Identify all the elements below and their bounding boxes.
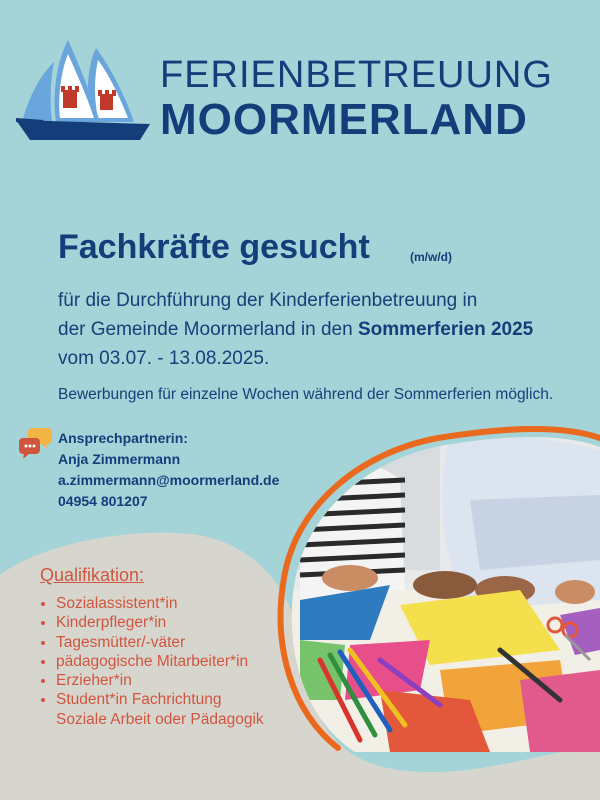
chat-bubbles-icon [18, 426, 52, 460]
qualification-list [22, 594, 356, 729]
logo-text-line2: MOORMERLAND [160, 95, 528, 144]
intro-line2 [58, 315, 588, 344]
intro-text [58, 286, 588, 373]
intro-line2-text: der Gemeinde Moormerland in den [58, 319, 358, 340]
summer-holidays-highlight: Sommerferien 2025 [357, 319, 534, 340]
intro-line1: für die Durchführung der Kinderferienbetreuung in [58, 290, 478, 311]
ship-logo-icon [16, 38, 152, 142]
list-item: • Erzieher*in [56, 671, 356, 690]
list-item [56, 690, 356, 729]
list-item-line1: Student*in Fachrichtung [56, 691, 222, 709]
intro-line3: vom 03.07. - 13.08.2025. [58, 348, 270, 369]
qualification-title: Qualifikation: [40, 565, 145, 585]
list-item: • Sozialassistent*in [56, 594, 356, 613]
list-item: • Kinderpfleger*in [56, 613, 356, 632]
logo-text-line1: FERIENBETREUUNG [160, 54, 553, 96]
headline: Fachkräfte gesucht [58, 228, 370, 266]
contact-label: Ansprechpartnerin: [58, 430, 188, 446]
gender-note: (m/w/d) [410, 250, 452, 264]
list-item: • pädagogische Mitarbeiter*in [56, 652, 356, 671]
contact-name: Anja Zimmermann [58, 451, 181, 467]
application-note: Bewerbungen für einzelne Wochen während der Sommerferien möglich. [58, 386, 554, 403]
contact-phone[interactable]: 04954 801207 [58, 493, 148, 509]
contact-block [58, 428, 279, 512]
contact-email[interactable]: a.zimmermann@moormerland.de [58, 472, 280, 488]
list-item: • Tagesmütter/-väter [56, 633, 356, 652]
list-item-line2: Soziale Arbeit oder Pädagogik [56, 710, 264, 728]
